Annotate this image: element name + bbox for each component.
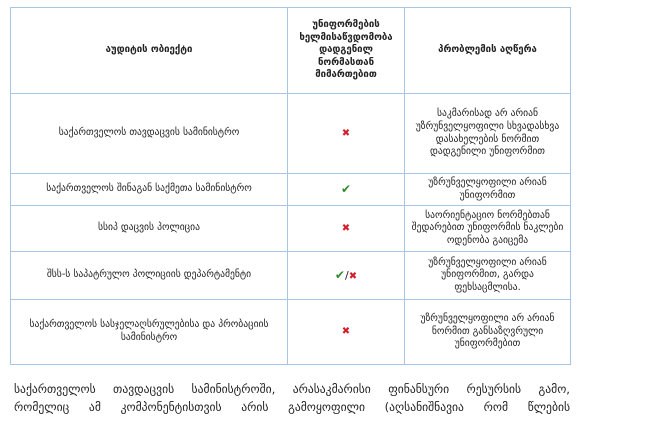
cross-icon: ✖: [341, 127, 351, 139]
row-status: [288, 94, 405, 174]
table-row: [11, 94, 571, 174]
cross-icon: ✖: [348, 270, 358, 282]
row-object: შსს-ს საპატრულო პოლიციის დეპარტამენტი: [11, 252, 288, 300]
row-status: [288, 206, 405, 252]
paragraph-line: რომელიც ამ კომპონენტისთვის არის გამოყოფილი (აღსანიშნავია რომ წლების: [14, 400, 570, 414]
slash-separator: /: [344, 268, 349, 282]
cross-icon: ✖: [341, 222, 351, 234]
row-status: [288, 300, 405, 365]
row-description: უზრუნველყოფილი არიან უნიფორმით: [405, 174, 571, 206]
row-object: საქართველოს თავდაცვის სამინისტრო: [11, 94, 288, 174]
row-description: უზრუნველყოფილი არ არიან ნორმით განსაზღვრული უნიფორმებით: [405, 300, 571, 365]
header-uniform-availability: უნიფორმების ხელმისაწვდომობა დადგენილ ნორმასთან მიმართებით: [288, 8, 405, 94]
row-status: [288, 252, 405, 300]
table-row: [11, 174, 571, 206]
body-paragraph: [14, 380, 570, 416]
table-row: [11, 252, 571, 300]
header-audit-object: აუდიტის ობიექტი: [11, 8, 288, 94]
header-problem-description: პრობლემის აღწერა: [405, 8, 571, 94]
table-row: [11, 300, 571, 365]
row-description: საორიენტაციო ნორმებთან შედარებით უნიფორმის ნაკლები ოდენობა გაიცემა: [405, 206, 571, 252]
row-description: უზრუნველყოფილი არიან უნიფორმით, გარდა ფეხსაცმლისა.: [405, 252, 571, 300]
cross-icon: ✖: [341, 326, 351, 338]
uniform-audit-table: [10, 7, 571, 365]
check-icon: ✔: [340, 181, 352, 196]
table-row: [11, 206, 571, 252]
header-row: [11, 8, 571, 94]
row-status: [288, 174, 405, 206]
paragraph-line: საქართველოს თავდაცვის სამინისტროში, არასაკმარისი ფინანსური რესურსის გამო,: [14, 382, 570, 396]
row-object: სსიპ დაცვის პოლიცია: [11, 206, 288, 252]
row-description: საკმარისად არ არიან უზრუნველყოფილი სხვადასხვა დასახელების ნორმით დადგენილი უნიფორმით: [405, 94, 571, 174]
row-object: საქართველოს სასჯელაღსრულებისა და პრობაციის სამინისტრო: [11, 300, 288, 365]
check-icon: ✔: [334, 267, 345, 282]
row-object: საქართველოს შინაგან საქმეთა სამინისტრო: [11, 174, 288, 206]
